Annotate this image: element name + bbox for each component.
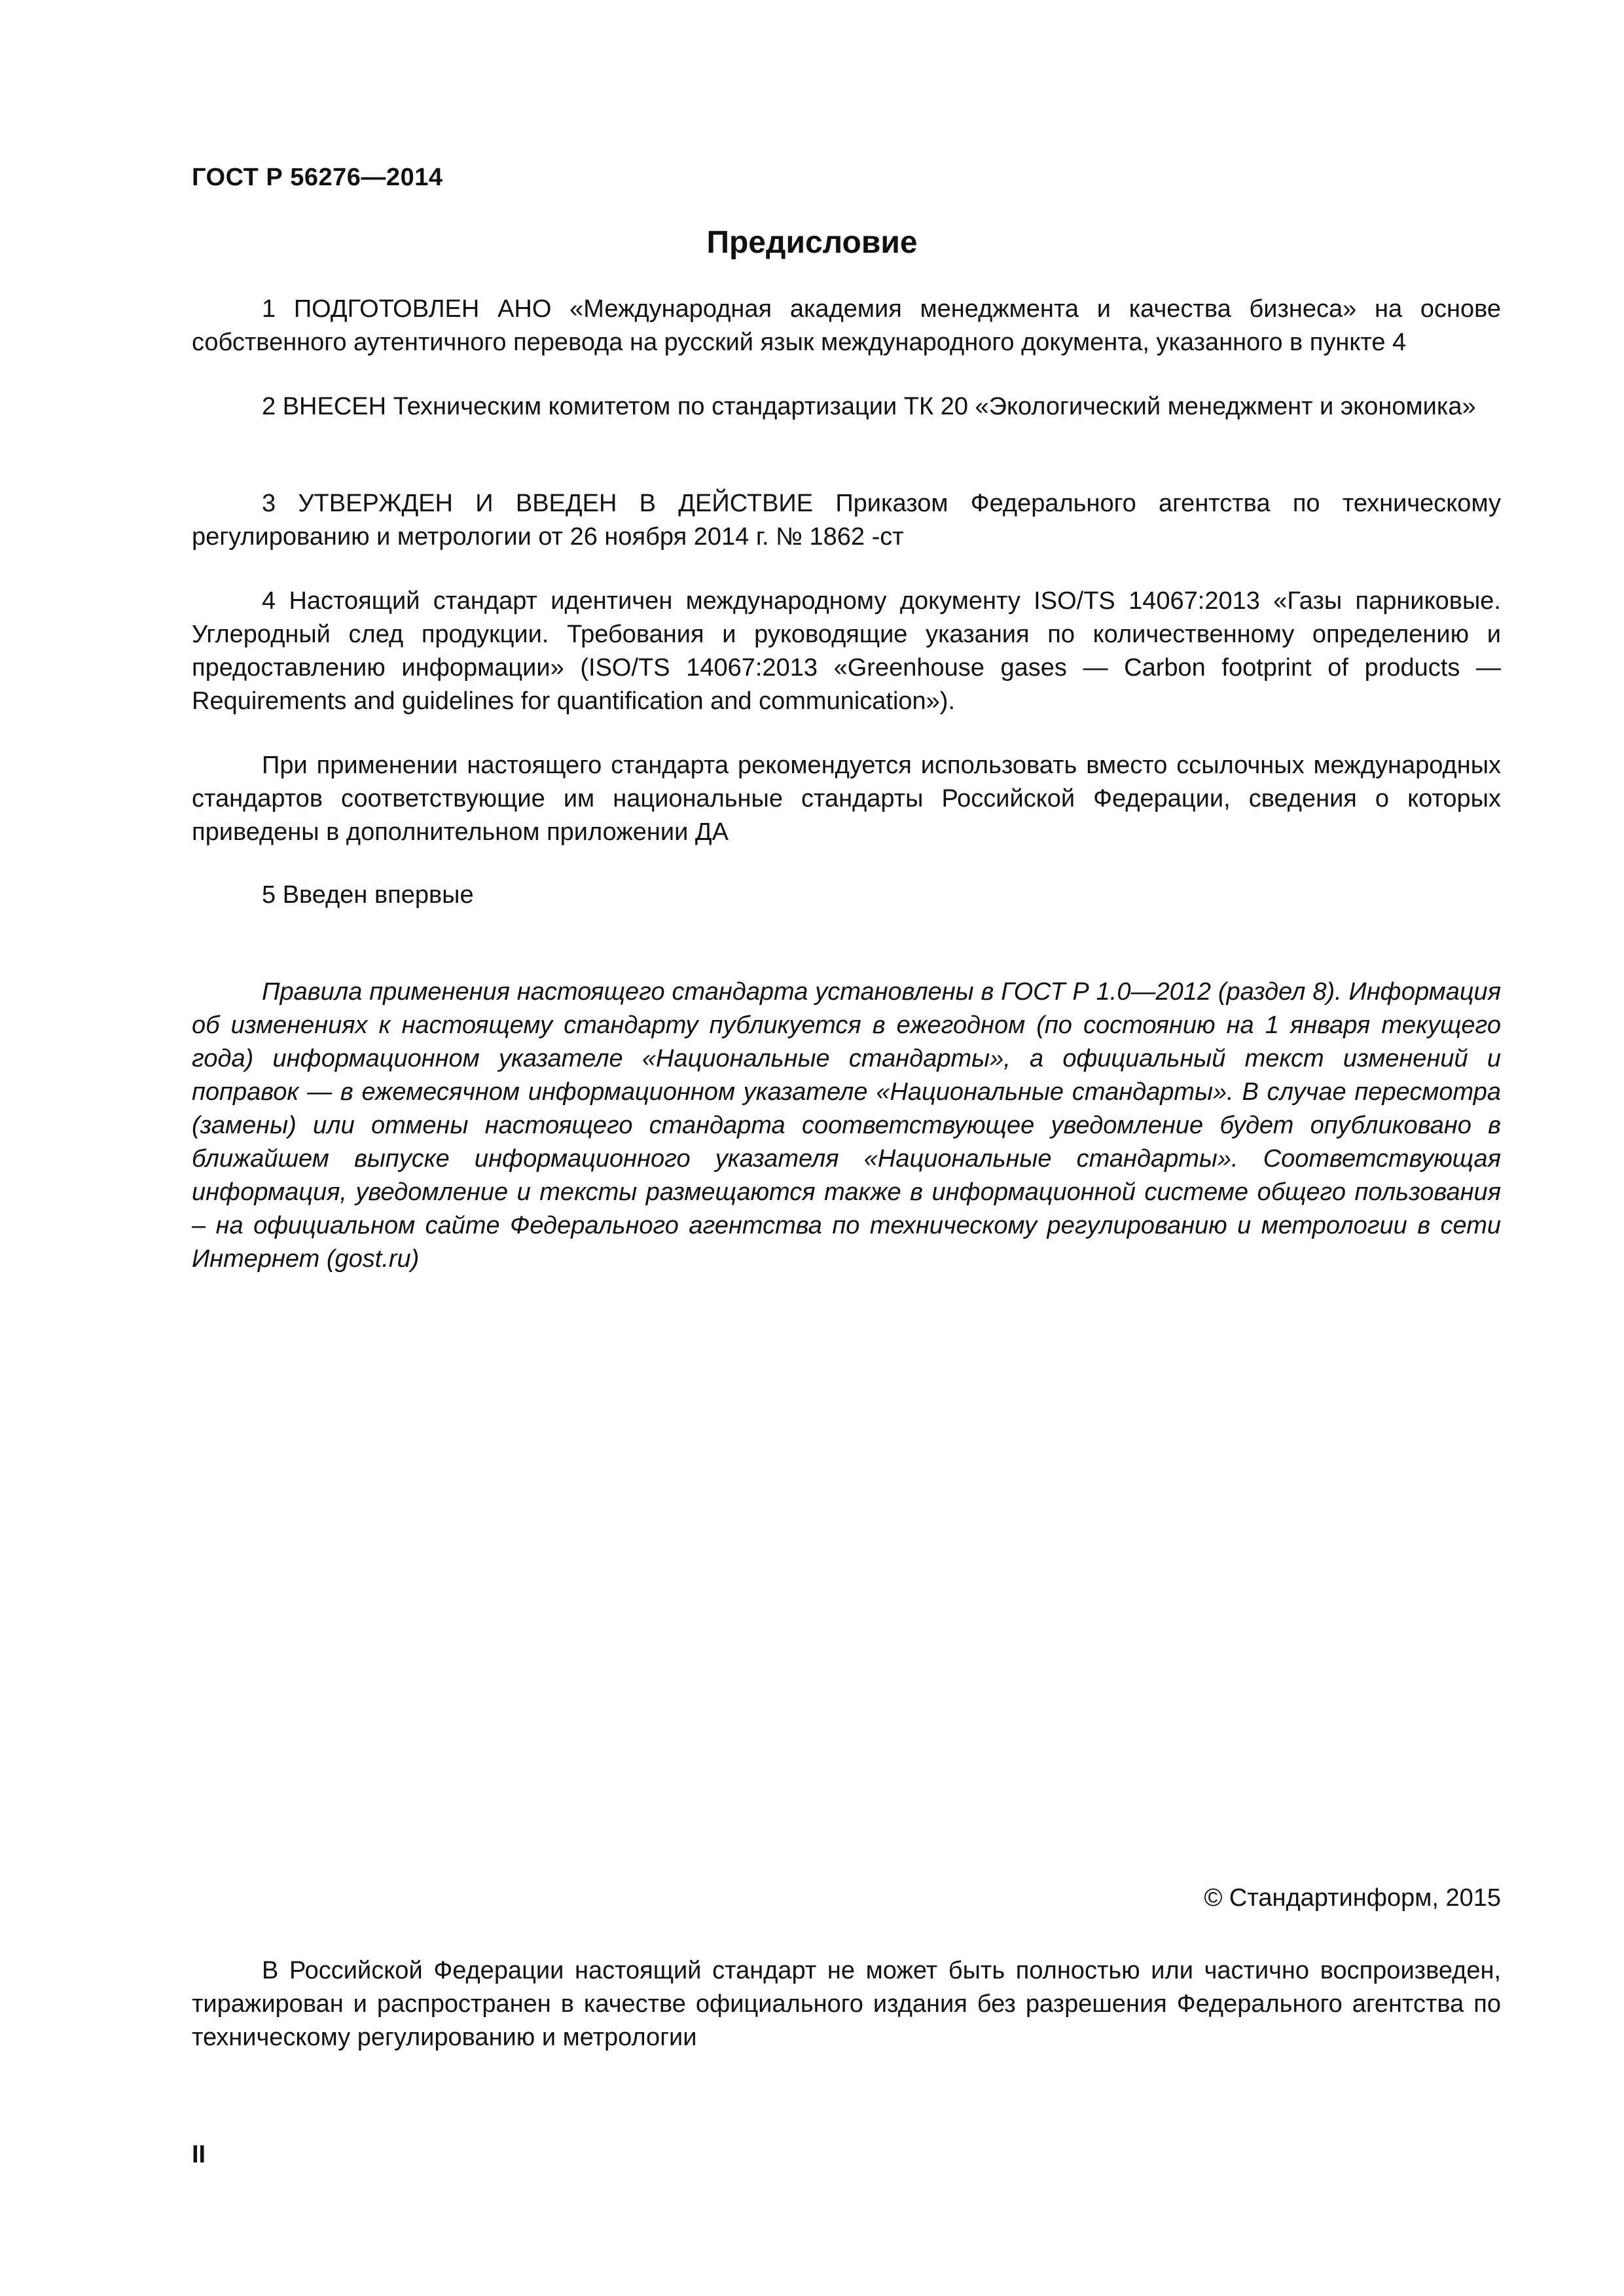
italic-notice: Правила применения настоящего стандарта установлены в ГОСТ Р 1.0—2012 (раздел 8). Информация об изменениях к настоящему стандарту публикуется в ежегодном (по состоянию на 1 января текущего года) информационном указателе «Национальные стандарты», а официальный текст изменений и поправок — в ежемесячном информационном указателе «Национальные стандарты». В случае пересмотра (замены) или отмены настоящего стандарта соответствующее уведомление будет опубликовано в ближайшем выпуске информационного указателя «Национальные стандарты». Соответствующая информация, уведомление и тексты размещаются также в информационной системе общего пользования – на официальном сайте Федерального агентства по техническому регулированию и метрологии в сети Интернет (gost.ru)	[192, 978, 1501, 1273]
paragraph-approved: 3 УТВЕРЖДЕН И ВВЕДЕН В ДЕЙСТВИЕ Приказом Федерального агентства по техническому регулированию и метрологии от 26 ноября 2014 г. № 1862 -ст	[192, 490, 1501, 551]
copyright-line: © Стандартинформ, 2015	[1204, 1884, 1501, 1912]
paragraph-prepared: 1 ПОДГОТОВЛЕН АНО «Международная академия менеджмента и качества бизнеса» на основе собственного аутентичного перевода на русский язык международного документа, указанного в пункте 4	[192, 295, 1501, 356]
paragraph-identical: 4 Настоящий стандарт идентичен международному документу ISO/TS 14067:2013 «Газы парниковые. Углеродный след продукции. Требования и руководящие указания по количественному определению и предоставлению информации» (ISO/TS 14067:2013 «Greenhouse gases — Carbon footprint of products — Requirements and guidelines for quantification and communication»).	[192, 587, 1501, 715]
paragraph-application: При применении настоящего стандарта рекомендуется использовать вместо ссылочных международных стандартов соответствующие им национальные стандарты Российской Федерации, сведения о которых приведены в дополнительном приложении ДА	[192, 752, 1501, 846]
page-title: Предисловие	[706, 225, 918, 260]
page-number: II	[192, 2141, 206, 2168]
paragraph-submitted: 2 ВНЕСЕН Техническим комитетом по стандартизации ТК 20 «Экологический менеджмент и экономика»	[262, 393, 1476, 420]
reproduction-notice: В Российской Федерации настоящий стандарт не может быть полностью или частично воспроизведен, тиражирован и распространен в качестве официального издания без разрешения Федерального агентства по техническому регулированию и метрологии	[192, 1957, 1501, 2051]
document-header: ГОСТ Р 56276—2014	[192, 164, 443, 191]
paragraph-first-introduced: 5 Введен впервые	[262, 881, 474, 909]
